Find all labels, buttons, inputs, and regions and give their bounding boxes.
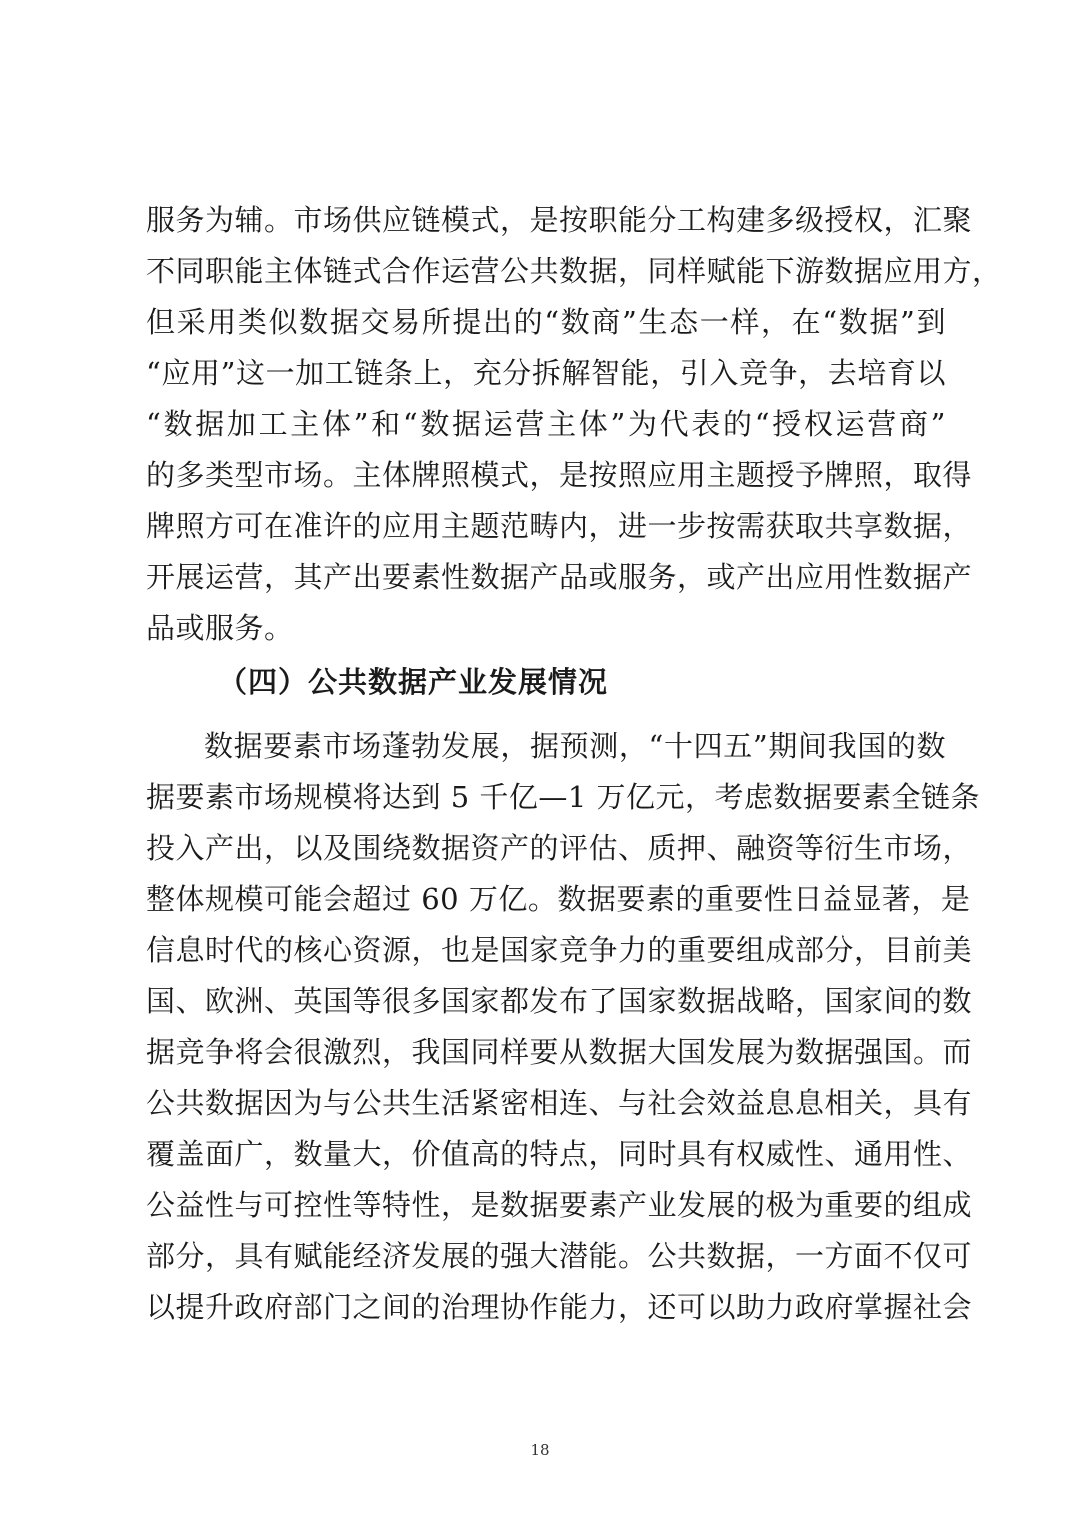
paragraph-line: 但采用类似数据交易所提出的“数商”生态一样，在“数据”到 [146,305,946,339]
paragraph-line: 投入产出，以及围绕数据资产的评估、质押、融资等衍生市场， [146,831,973,865]
paragraph-line: 数据要素市场蓬勃发展，据预测，“十四五”期间我国的数 [204,729,946,763]
paragraph-line: 的多类型市场。主体牌照模式，是按照应用主题授予牌照，取得 [146,458,973,492]
paragraph-line: 不同职能主体链式合作运营公共数据，同样赋能下游数据应用方， [146,254,1002,288]
paragraph-line: 整体规模可能会超过 60 万亿。数据要素的重要性日益显著，是 [146,882,971,916]
paragraph-line: 牌照方可在准许的应用主题范畴内，进一步按需获取共享数据， [146,509,973,543]
paragraph-line: 国、欧洲、英国等很多国家都发布了国家数据战略，国家间的数 [146,984,973,1018]
paragraph-line: 据竞争将会很激烈，我国同样要从数据大国发展为数据强国。而 [146,1035,973,1069]
paragraph-line: “应用”这一加工链条上，充分拆解智能，引入竞争，去培育以 [146,356,946,390]
paragraph-line: 品或服务。 [146,611,294,645]
paragraph-line: 据要素市场规模将达到 5 千亿—1 万亿元，考虑数据要素全链条 [146,780,981,814]
paragraph-line: 部分，具有赋能经济发展的强大潜能。公共数据，一方面不仅可 [146,1239,973,1273]
paragraph-line: 服务为辅。市场供应链模式，是按职能分工构建多级授权，汇聚 [146,203,973,237]
paragraph-line: 以提升政府部门之间的治理协作能力，还可以助力政府掌握社会 [146,1290,973,1324]
paragraph-line: “数据加工主体”和“数据运营主体”为代表的“授权运营商” [146,407,946,441]
paragraph-line: 公益性与可控性等特性，是数据要素产业发展的极为重要的组成 [146,1188,973,1222]
section-heading: （四）公共数据产业发展情况 [218,665,609,699]
paragraph-line: 覆盖面广，数量大，价值高的特点，同时具有权威性、通用性、 [146,1137,973,1171]
paragraph-line: 信息时代的核心资源，也是国家竞争力的重要组成部分，目前美 [146,933,973,967]
page-number: 18 [530,1441,550,1459]
paragraph-line: 公共数据因为与公共生活紧密相连、与社会效益息息相关，具有 [146,1086,973,1120]
paragraph-line: 开展运营，其产出要素性数据产品或服务，或产出应用性数据产 [146,560,973,594]
